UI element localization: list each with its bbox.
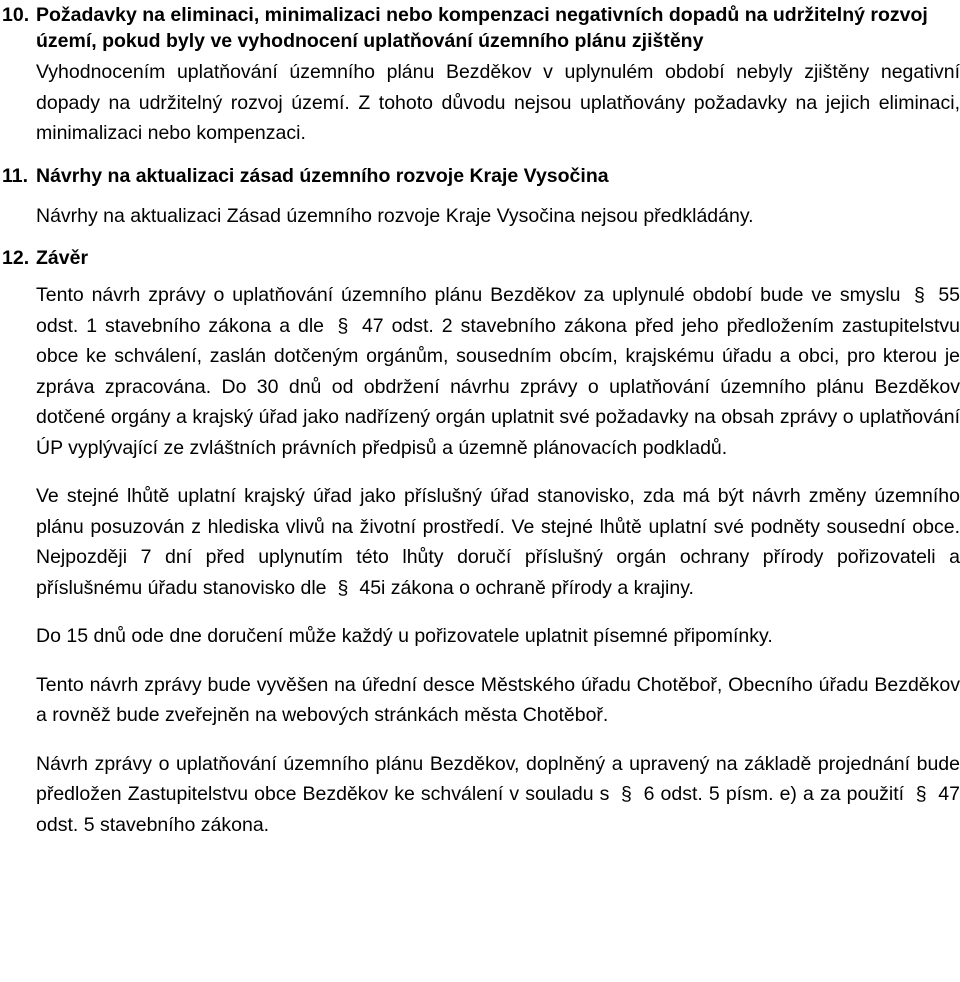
text-run: 47 odst. 2 stavebního zákona před jeho předložením zastupitelstvu obce ke schválení, zaslán dotčeným orgánům, sousedním obcím, krajskému úřadu a obci, pro kterou je zpráva zpracována. Do 30 dnů od obdržení návrhu zprávy o uplatňování územního plánu Bezděkov dotčené orgány a krajský úřad jako nadřízený orgán uplatnit své požadavky na obsah zprávy o uplatňování ÚP vyplývající ze zvláštních právních předpisů a územně plánovacích podkladů. (36, 314, 960, 459)
conclusion-paragraph-4: Tento návrh zprávy bude vyvěšen na úřední desce Městského úřadu Chotěboř, Obecního úřadu Bezděkov a rovněž bude zveřejněn na webových stránkách města Chotěboř. (36, 673, 960, 726)
conclusion-paragraph-3: Do 15 dnů ode dne doručení může každý u pořizovatele uplatnit písemné připomínky. (36, 625, 773, 647)
section-11-heading (2, 163, 960, 189)
section-number: 11. (2, 164, 29, 187)
conclusion-paragraph-5 (36, 749, 960, 841)
section-number: 10. (2, 4, 30, 26)
paragraph-sign: § (913, 284, 925, 306)
section-10-paragraph: Vyhodnocením uplatňování územního plánu Bezděkov v uplynulém období nebyly zjištěny negativní dopady na udržitelný rozvoj území. Z tohoto důvodu nejsou uplatňovány požadavky na jejich eliminaci, minimalizaci nebo kompenzaci. (36, 61, 960, 144)
section-title: Návrhy na aktualizaci zásad územního rozvoje Kraje Vysočina (36, 164, 609, 187)
section-10-heading (2, 2, 960, 54)
section-number: 12. (2, 247, 30, 269)
paragraph-sign: § (915, 783, 927, 805)
section-12-heading (2, 245, 960, 271)
paragraph-sign: § (621, 783, 632, 805)
conclusion-paragraph-2 (36, 481, 960, 603)
section-title: Závěr (36, 247, 89, 269)
text-run: 6 odst. 5 písm. e) a za použití (643, 783, 905, 805)
conclusion-paragraph-1 (36, 280, 960, 463)
text-run: 55 odst. 1 stavebního zákona a dle (36, 284, 960, 337)
document-page (0, 2, 960, 982)
text-run: 47 odst. 5 stavebního zákona. (36, 783, 960, 836)
text-run: Ve stejné lhůtě uplatní krajský úřad jako příslušný úřad stanovisko, zda má být návrh změny územního plánu posuzován z hlediska vlivů na životní prostředí. Ve stejné lhůtě uplatní své podněty sousední obce. Nejpozději 7 dní před uplynutím této lhůty doručí příslušný orgán ochrany přírody pořizovateli a příslušnému úřadu stanovisko dle (36, 485, 960, 599)
paragraph-sign: § (337, 314, 349, 337)
text-run: 45i zákona o ochraně přírody a krajiny. (359, 576, 694, 599)
section-11-paragraph: Návrhy na aktualizaci Zásad územního rozvoje Kraje Vysočina nejsou předkládány. (36, 204, 754, 227)
text-run: Tento návrh zprávy o uplatňování územního plánu Bezděkov za uplynulé období bude ve smyslu (36, 284, 901, 306)
text-run: Návrh zprávy o uplatňování územního plánu Bezděkov, doplněný a upravený na základě projednání bude předložen Zastupitelstvu obce Bezděkov ke schválení v souladu s (36, 752, 960, 805)
section-title: Požadavky na eliminaci, minimalizaci nebo kompenzaci negativních dopadů na udržitelný rozvoj území, pokud byly ve vyhodnocení uplatňování územního plánu zjištěny (36, 4, 928, 52)
paragraph-sign: § (337, 576, 349, 599)
